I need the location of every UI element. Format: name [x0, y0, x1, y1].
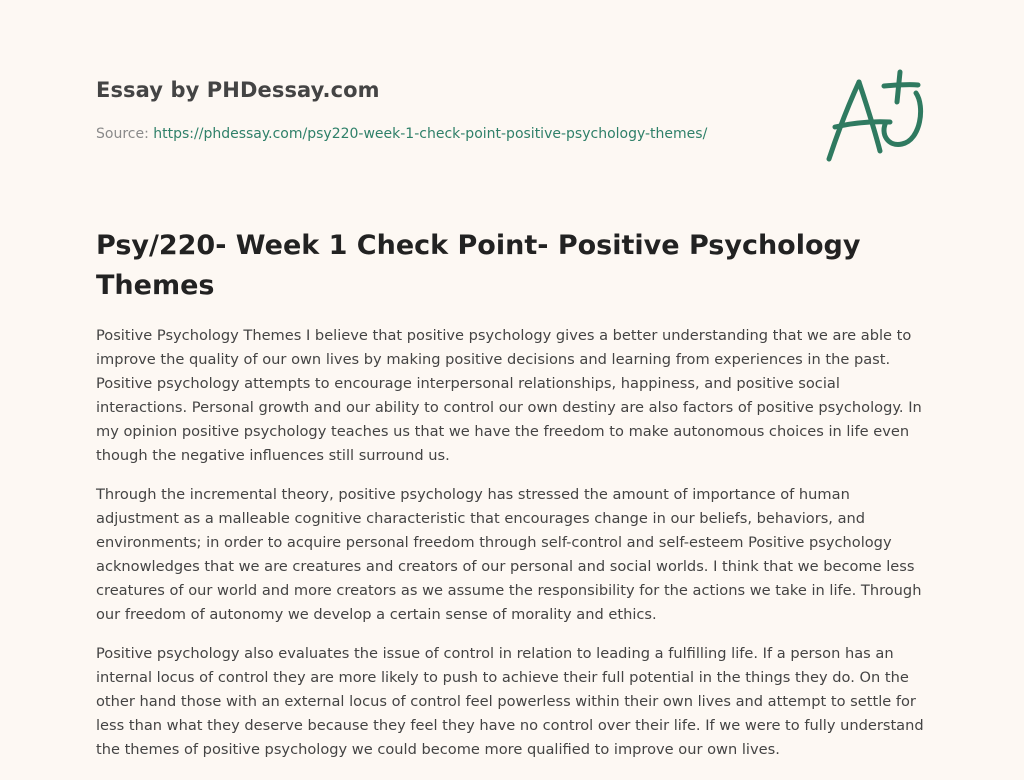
source-link[interactable]: https://phdessay.com/psy220-week-1-check-point-positive-psychology-themes/	[153, 126, 708, 142]
essay-paragraph: Through the incremental theory, positive psychology has stressed the amount of importance of human adjustment as a malleable cognitive characteristic that encourages change in our beliefs, behaviors, and environments; in order to acquire personal freedom through self-control and self-esteem Positive psychology acknowledges that we are creatures and creators of our personal and social worlds. I think that we become less creatures of our world and more creators as we assume the responsibility for the actions we take in life. Through our freedom of autonomy we develop a certain sense of morality and ethics.	[96, 486, 922, 623]
essay-title: Psy/220- Week 1 Check Point- Positive Psychology Themes	[96, 230, 861, 301]
source-label: Source:	[96, 126, 154, 142]
source-line	[96, 125, 776, 143]
site-brand: Essay by PHDessay.com	[96, 78, 380, 102]
page-header	[96, 76, 776, 143]
essay-paragraph: Positive psychology also evaluates the issue of control in relation to leading a fulfilling life. If a person has an internal locus of control they are more likely to push to achieve their full potential in the things they do. On the other hand those with an external locus of control feel powerless within their own lives and attempt to settle for less than what they deserve because they feel they have no control over their life. If we were to fully understand the themes of positive psychology we could become more qualified to improve our own lives.	[96, 645, 924, 758]
a-plus-grade-icon	[822, 66, 928, 166]
essay-paragraph: Positive Psychology Themes I believe that positive psychology gives a better understanding that we are able to improve the quality of our own lives by making positive decisions and learning from experiences in the past. Positive psychology attempts to encourage interpersonal relationships, happiness, and positive social interactions. Personal growth and our ability to control our own destiny are also factors of positive psychology. In my opinion positive psychology teaches us that we have the freedom to make autonomous choices in life even though the negative influences still surround us.	[96, 327, 922, 464]
essay-body	[96, 324, 932, 777]
